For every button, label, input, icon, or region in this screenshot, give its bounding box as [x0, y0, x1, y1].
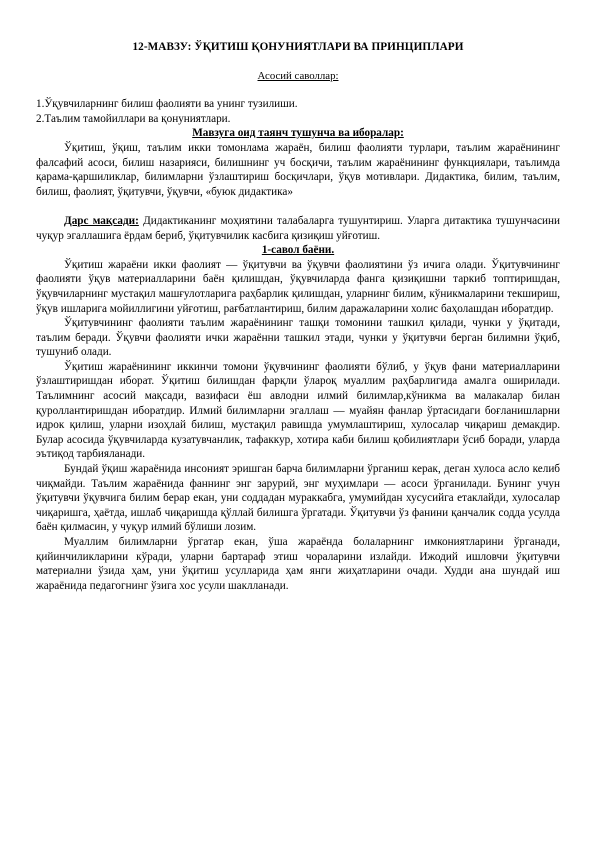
main-questions-heading: Асосий саволлар: [257, 69, 339, 82]
document-title: 12-МАВЗУ: ЎҚИТИШ ҚОНУНИЯТЛАРИ ВА ПРИНЦИПЛАРИ [132, 41, 464, 53]
section-1-heading: 1-савол баёни. [261, 244, 335, 257]
question-item: 1.Ўқувчиларнинг билиш фаолияти ва унинг тузилиши. [36, 98, 298, 111]
lesson-goal-text: Дидактиканинг моҳиятини талабаларга тушунтириш. Уларга дитактика тушунчасини чуқур эгаллашига ёрдам бериб, ўқитувчилик касбига қизиқиш уйғотиш. [36, 214, 560, 242]
body-paragraph: Ўқитиш жараёни икки фаолият — ўқитувчи ва ўқувчи фаолиятини ўз ичига олади. Ўқитувчининг фаолияти ўқув материалларини баён қилишдан, ўқувчиларда фанга қизиқишни таркиб топтиришдан, ўқувчиларнинг мустақил машғулотларига раҳбарлик қилишдан, уларнинг билим, кўникмаларини текшириш, ўқув ишларига мойиллигини уйғотиш, рағбатлантириш, билим даражаларини холис баҳолашдан иборатдир. [36, 258, 560, 315]
body-paragraph: Ўқитувчининг фаолияти таълим жараёнининг ташқи томонини ташкил қилади, чунки у ўқитади, таълим беради. Ўқувчи фаолияти ички жараённи ташкил этади, чунки у ўқитувчи берган билимни ўқиб, тушуниб олади. [36, 317, 560, 359]
body-paragraph: Ўқитиш жараёнининг иккинчи томони ўқувчининг фаолияти бўлиб, у ўқув фани материалларини ўзлаштиришдан иборат. Ўқитиш билишдан фарқли ўлароқ муаллим раҳбарлигида амалга оширилади. Таълимнинг асосий мақсади, вазифаси ёш авлодни илмий билимлар,кўникма ва малакалар билан қуроллантиришдан иборатдир. Илмий билимларни эгаллаш — муайян фанлар ўртасидаги боғланишларни идрок қилиш, уларни изоҳлай билиш, мустақил равишда умумлаштириш, хулосалар чиқариш демакдир. Булар асосида ўқувчиларда кузатувчанлик, тафаккур, хотира каби билиш қобилиятлари ўсиб боради, уларда эътиқод тарбияланади. [36, 360, 560, 461]
lesson-goal-label: Дарс мақсади: [64, 214, 139, 227]
body-paragraph: Муаллим билимларни ўргатар екан, ўша жараёнда болаларнинг имкониятларини ўрганади, қийинчиликларини кўради, уларни бартараф этиш чораларини излайди. Ижодий ишловчи ўқитувчи материални ўзида ҳам, уни ўқитиш усулларида ҳам янги жиҳатларини очади. Худди ана шундай иш жараёнида педагогнинг ўзига хос усули шаклланади. [36, 536, 560, 592]
questions-list [36, 97, 560, 126]
lesson-goal-paragraph [36, 214, 560, 243]
spacer [36, 199, 560, 214]
body-paragraph: Бундай ўқиш жараёнида инсоният эришган барча билимларни ўрганиш керак, деган хулоса асло келиб чиқмайди. Таълим жараёнида фаннинг энг зарурий, энг муҳимлари — асоси ўрганилади. Бунинг учун ўқитувчи ўқувчига билим берар екан, уни соддадан мураккабга, умумийдан хусусийга етаклайди, хулосалар чиқаришга, ҳаётда, ишлаб чиқаришда қўллай билишга ўргатади. Ўқитувчи ўз фанини қанчалик содда усулда баён қилмасин, у чуқур илмий бўлиши лозим. [36, 463, 560, 534]
key-concepts-heading: Мавзуга оид таянч тушунча ва иборалар: [192, 127, 404, 140]
question-item: 2.Таълим тамойиллари ва қонуниятлари. [36, 112, 231, 125]
key-concepts-paragraph: Ўқитиш, ўқиш, таълим икки томонлама жараён, билиш фаолияти турлари, таълим жараёнининг фалсафий асоси, билиш назарияси, билишнинг уч босқичи, таълим жараёнининг функциялари, таълимда қарама-қаршиликлар, билимларни ўзлаштириш босқичлари, ўқув мотивлари. Дидактика, билим, таълим, билиш, фаолият, ўқитувчи, ўқувчи, «буюк дидактика» [36, 141, 560, 198]
